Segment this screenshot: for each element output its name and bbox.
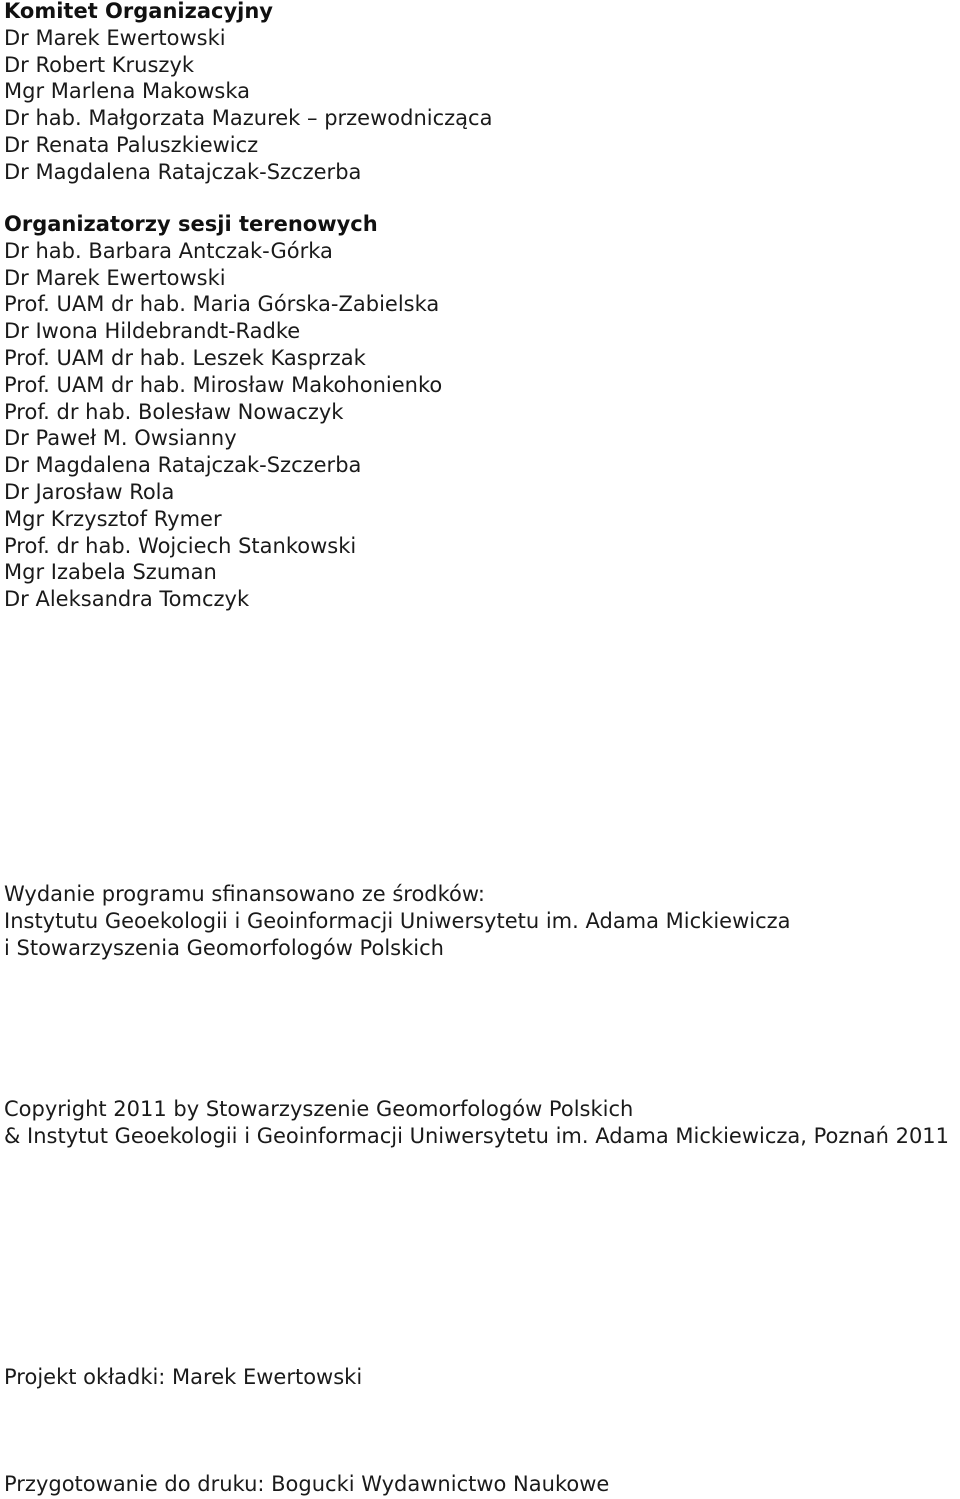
field-organizer: Prof. UAM dr hab. Mirosław Makohonienko — [4, 372, 443, 397]
field-organizer: Prof. UAM dr hab. Leszek Kasprzak — [4, 345, 366, 370]
field-organizer: Mgr Krzysztof Rymer — [4, 506, 222, 531]
field-organizer: Dr Iwona Hildebrandt-Radke — [4, 319, 301, 344]
funding-line: i Stowarzyszenia Geomorfologów Polskich — [4, 935, 444, 960]
copyright-line: Copyright 2011 by Stowarzyszenie Geomorfologów Polskich — [4, 1097, 634, 1121]
cover-design-line: Projekt okładki: Marek Ewertowski — [4, 1365, 363, 1389]
copyright-line: & Instytut Geoekologii i Geoinformacji Uniwersytetu im. Adama Mickiewicza, Poznań 2011 — [4, 1123, 950, 1148]
field-organizer: Dr hab. Barbara Antczak-Górka — [4, 238, 333, 263]
committee-member: Dr Marek Ewertowski — [4, 25, 226, 50]
organizing-committee-heading: Komitet Organizacyjny — [4, 0, 273, 23]
field-organizer: Dr Jarosław Rola — [4, 479, 175, 504]
cover-design-credit — [4, 1364, 362, 1391]
funding-line: Wydanie programu sfinansowano ze środków: — [4, 882, 485, 906]
prepress-credit — [4, 1471, 609, 1498]
committee-member: Dr hab. Małgorzata Mazurek – przewodnicząca — [4, 106, 493, 131]
field-organizer: Mgr Izabela Szuman — [4, 560, 217, 585]
field-organizer: Dr Marek Ewertowski — [4, 265, 226, 290]
field-organizer: Prof. UAM dr hab. Maria Górska-Zabielska — [4, 292, 440, 317]
field-session-organizers-section — [4, 211, 442, 613]
field-session-organizers-heading: Organizatorzy sesji terenowych — [4, 212, 378, 236]
field-organizer: Dr Aleksandra Tomczyk — [4, 587, 250, 612]
copyright-note — [4, 1096, 949, 1150]
committee-member: Dr Renata Paluszkiewicz — [4, 132, 259, 157]
committee-member: Dr Robert Kruszyk — [4, 52, 195, 77]
organizing-committee-section — [4, 0, 492, 186]
committee-member: Dr Magdalena Ratajczak-Szczerba — [4, 159, 362, 184]
field-organizer: Dr Paweł M. Owsianny — [4, 426, 237, 451]
field-organizer: Prof. dr hab. Wojciech Stankowski — [4, 533, 357, 558]
field-organizer: Prof. dr hab. Bolesław Nowaczyk — [4, 399, 344, 424]
committee-member: Mgr Marlena Makowska — [4, 79, 251, 104]
prepress-line: Przygotowanie do druku: Bogucki Wydawnictwo Naukowe — [4, 1472, 610, 1496]
funding-note — [4, 881, 791, 961]
field-organizer: Dr Magdalena Ratajczak-Szczerba — [4, 453, 362, 478]
funding-line: Instytutu Geoekologii i Geoinformacji Uniwersytetu im. Adama Mickiewicza — [4, 908, 791, 933]
